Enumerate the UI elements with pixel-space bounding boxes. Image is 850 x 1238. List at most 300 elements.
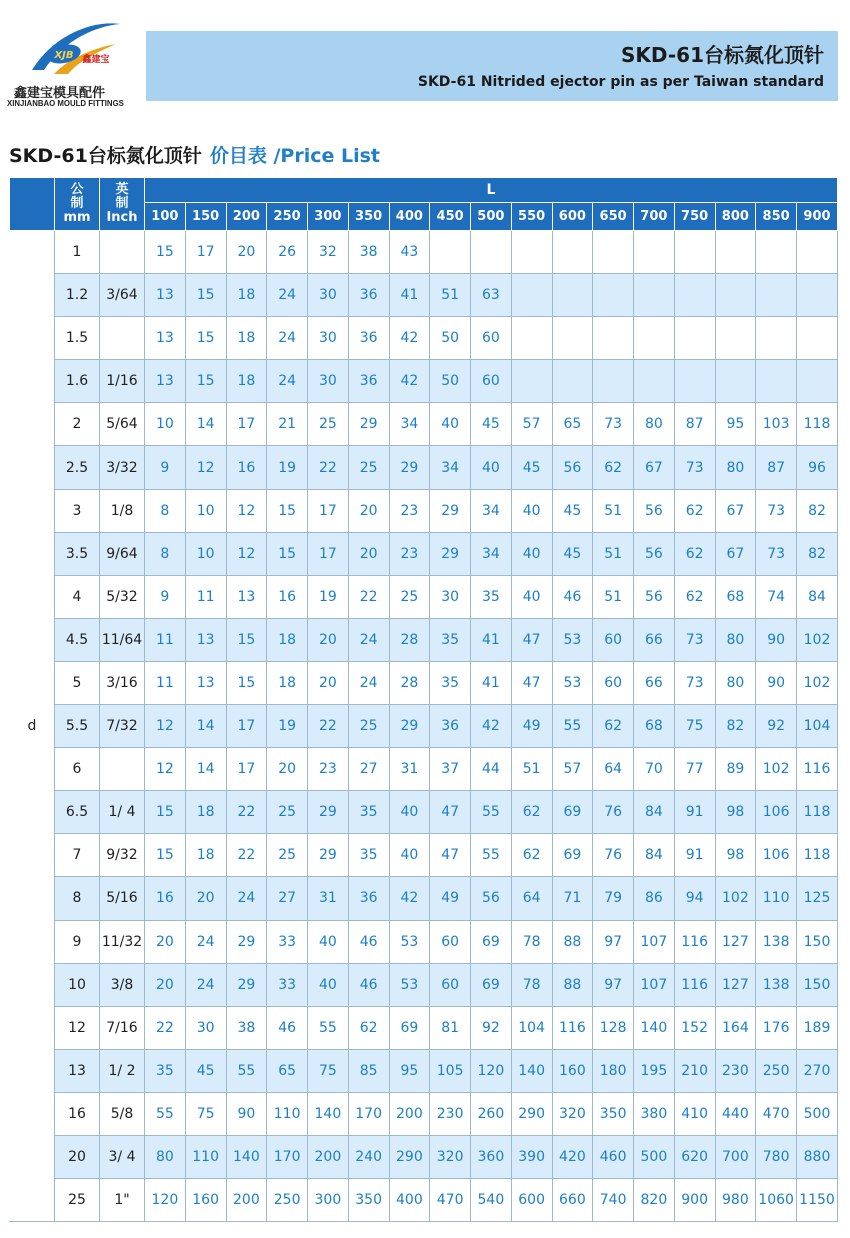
price-cell xyxy=(674,274,715,317)
price-cell: 29 xyxy=(389,705,430,748)
price-cell: 38 xyxy=(348,231,389,274)
price-cell: 69 xyxy=(552,834,593,877)
price-cell: 62 xyxy=(511,791,552,834)
diameter-mm-cell: 6.5 xyxy=(55,791,100,834)
price-cell: 53 xyxy=(552,618,593,661)
price-cell: 51 xyxy=(593,489,634,532)
price-cell: 102 xyxy=(797,661,838,704)
price-cell: 118 xyxy=(797,834,838,877)
price-cell: 53 xyxy=(389,963,430,1006)
price-cell: 74 xyxy=(756,575,797,618)
banner-title-en: SKD-61 Nitrided ejector pin as per Taiwan standard xyxy=(417,74,824,90)
price-cell: 195 xyxy=(634,1049,675,1092)
table-row xyxy=(10,1049,838,1092)
price-cell: 41 xyxy=(471,618,512,661)
price-cell: 15 xyxy=(185,274,226,317)
price-cell: 18 xyxy=(226,274,267,317)
price-cell: 38 xyxy=(226,1006,267,1049)
price-cell: 42 xyxy=(389,317,430,360)
diameter-mm-cell: 6 xyxy=(55,748,100,791)
price-cell: 13 xyxy=(226,575,267,618)
price-cell: 46 xyxy=(552,575,593,618)
table-row xyxy=(10,231,838,274)
price-cell: 62 xyxy=(511,834,552,877)
price-cell: 64 xyxy=(511,877,552,920)
price-cell: 40 xyxy=(308,920,349,963)
price-cell: 21 xyxy=(267,403,308,446)
table-row xyxy=(10,575,838,618)
price-cell: 87 xyxy=(674,403,715,446)
price-cell: 51 xyxy=(593,532,634,575)
price-cell: 13 xyxy=(145,274,186,317)
price-cell: 56 xyxy=(552,446,593,489)
price-cell: 700 xyxy=(715,1135,756,1178)
price-cell: 10 xyxy=(185,489,226,532)
diameter-mm-cell: 1.5 xyxy=(55,317,100,360)
price-cell: 67 xyxy=(715,489,756,532)
price-cell: 36 xyxy=(348,360,389,403)
diameter-inch-cell: 9/64 xyxy=(100,532,145,575)
price-cell: 73 xyxy=(674,661,715,704)
price-cell: 40 xyxy=(308,963,349,1006)
price-cell: 13 xyxy=(145,317,186,360)
table-row xyxy=(10,446,838,489)
header-mm: 公 制 mm xyxy=(55,178,100,231)
price-cell xyxy=(511,274,552,317)
price-cell: 380 xyxy=(634,1092,675,1135)
price-cell: 210 xyxy=(674,1049,715,1092)
price-cell: 55 xyxy=(145,1092,186,1135)
price-cell: 118 xyxy=(797,403,838,446)
price-cell: 11 xyxy=(185,575,226,618)
price-cell: 35 xyxy=(348,791,389,834)
price-cell: 53 xyxy=(389,920,430,963)
price-cell: 20 xyxy=(145,920,186,963)
price-cell: 120 xyxy=(145,1179,186,1222)
price-cell: 20 xyxy=(348,532,389,575)
diameter-mm-cell: 1.6 xyxy=(55,360,100,403)
price-cell: 360 xyxy=(471,1135,512,1178)
diameter-mm-cell: 2.5 xyxy=(55,446,100,489)
price-cell: 47 xyxy=(511,661,552,704)
diameter-inch-cell: 5/32 xyxy=(100,575,145,618)
price-cell: 15 xyxy=(185,317,226,360)
price-cell: 31 xyxy=(308,877,349,920)
price-cell xyxy=(552,274,593,317)
price-cell: 35 xyxy=(430,661,471,704)
price-cell: 51 xyxy=(511,748,552,791)
price-cell: 17 xyxy=(226,705,267,748)
price-cell: 18 xyxy=(226,360,267,403)
price-cell: 84 xyxy=(634,791,675,834)
price-cell: 30 xyxy=(308,274,349,317)
price-cell: 500 xyxy=(634,1135,675,1178)
price-cell xyxy=(593,274,634,317)
price-cell: 34 xyxy=(430,446,471,489)
price-cell: 29 xyxy=(389,446,430,489)
price-cell: 200 xyxy=(308,1135,349,1178)
price-cell: 420 xyxy=(552,1135,593,1178)
section-title xyxy=(9,141,380,168)
diameter-inch-cell xyxy=(100,748,145,791)
price-cell: 62 xyxy=(674,575,715,618)
price-cell: 128 xyxy=(593,1006,634,1049)
price-cell: 600 xyxy=(511,1179,552,1222)
price-cell: 40 xyxy=(389,791,430,834)
price-cell: 200 xyxy=(226,1179,267,1222)
price-cell: 18 xyxy=(226,317,267,360)
price-cell: 22 xyxy=(308,705,349,748)
price-cell: 12 xyxy=(145,748,186,791)
price-cell: 55 xyxy=(226,1049,267,1092)
price-cell: 47 xyxy=(511,618,552,661)
price-cell: 440 xyxy=(715,1092,756,1135)
price-cell: 24 xyxy=(348,661,389,704)
diameter-inch-cell: 5/8 xyxy=(100,1092,145,1135)
price-cell: 22 xyxy=(348,575,389,618)
table-row xyxy=(10,963,838,1006)
price-cell: 75 xyxy=(674,705,715,748)
price-cell: 50 xyxy=(430,317,471,360)
price-cell: 200 xyxy=(389,1092,430,1135)
price-cell xyxy=(430,231,471,274)
price-cell: 92 xyxy=(471,1006,512,1049)
header-length-800: 800 xyxy=(715,203,756,231)
diameter-inch-cell: 7/16 xyxy=(100,1006,145,1049)
price-cell xyxy=(797,274,838,317)
price-cell: 30 xyxy=(430,575,471,618)
price-cell: 290 xyxy=(389,1135,430,1178)
table-row xyxy=(10,618,838,661)
price-cell: 20 xyxy=(308,661,349,704)
header-length-500: 500 xyxy=(471,203,512,231)
price-cell: 140 xyxy=(308,1092,349,1135)
price-cell: 20 xyxy=(267,748,308,791)
price-cell xyxy=(756,360,797,403)
price-cell: 16 xyxy=(267,575,308,618)
price-cell xyxy=(797,231,838,274)
price-cell: 90 xyxy=(756,661,797,704)
price-cell: 60 xyxy=(430,920,471,963)
price-cell: 45 xyxy=(185,1049,226,1092)
price-cell: 36 xyxy=(430,705,471,748)
price-cell: 80 xyxy=(145,1135,186,1178)
price-cell: 116 xyxy=(674,963,715,1006)
price-cell: 260 xyxy=(471,1092,512,1135)
price-cell xyxy=(674,317,715,360)
price-cell: 660 xyxy=(552,1179,593,1222)
price-cell xyxy=(674,231,715,274)
price-cell xyxy=(552,317,593,360)
price-cell: 140 xyxy=(634,1006,675,1049)
table-row xyxy=(10,1006,838,1049)
price-cell: 26 xyxy=(267,231,308,274)
price-cell: 10 xyxy=(185,532,226,575)
table-row xyxy=(10,834,838,877)
header-length-300: 300 xyxy=(308,203,349,231)
diameter-inch-cell: 7/32 xyxy=(100,705,145,748)
price-cell: 89 xyxy=(715,748,756,791)
price-cell: 23 xyxy=(389,532,430,575)
price-cell: 13 xyxy=(145,360,186,403)
price-cell: 68 xyxy=(634,705,675,748)
price-cell: 350 xyxy=(593,1092,634,1135)
price-cell: 55 xyxy=(552,705,593,748)
price-cell: 116 xyxy=(552,1006,593,1049)
price-cell: 16 xyxy=(226,446,267,489)
price-cell: 1060 xyxy=(756,1179,797,1222)
price-cell xyxy=(756,231,797,274)
table-row xyxy=(10,920,838,963)
diameter-mm-cell: 4.5 xyxy=(55,618,100,661)
price-cell: 45 xyxy=(471,403,512,446)
price-cell: 55 xyxy=(471,791,512,834)
company-subtitle: XINJIANBAO MOULD FITTINGS xyxy=(7,98,124,108)
price-cell: 110 xyxy=(267,1092,308,1135)
price-cell: 28 xyxy=(389,618,430,661)
price-cell: 46 xyxy=(348,963,389,1006)
header-length-600: 600 xyxy=(552,203,593,231)
price-cell: 73 xyxy=(674,446,715,489)
price-cell: 33 xyxy=(267,920,308,963)
price-cell: 35 xyxy=(471,575,512,618)
price-cell: 23 xyxy=(308,748,349,791)
price-cell: 25 xyxy=(389,575,430,618)
price-cell: 14 xyxy=(185,403,226,446)
diameter-mm-cell: 7 xyxy=(55,834,100,877)
price-cell: 37 xyxy=(430,748,471,791)
price-cell: 73 xyxy=(756,532,797,575)
price-cell: 60 xyxy=(593,618,634,661)
price-cell: 410 xyxy=(674,1092,715,1135)
price-cell: 106 xyxy=(756,791,797,834)
price-cell: 63 xyxy=(471,274,512,317)
price-cell xyxy=(552,231,593,274)
price-cell: 45 xyxy=(552,532,593,575)
diameter-inch-cell: 3/32 xyxy=(100,446,145,489)
price-cell: 102 xyxy=(715,877,756,920)
price-cell: 10 xyxy=(145,403,186,446)
price-cell: 82 xyxy=(797,489,838,532)
price-cell: 62 xyxy=(593,705,634,748)
company-logo xyxy=(4,6,144,106)
diameter-mm-cell: 13 xyxy=(55,1049,100,1092)
section-title-product: SKD-61台标氮化顶针 xyxy=(9,145,202,167)
price-cell: 820 xyxy=(634,1179,675,1222)
table-row xyxy=(10,877,838,920)
price-cell: 24 xyxy=(185,963,226,1006)
price-cell: 9 xyxy=(145,446,186,489)
diameter-inch-cell: 1/ 2 xyxy=(100,1049,145,1092)
price-cell: 73 xyxy=(593,403,634,446)
price-cell: 980 xyxy=(715,1179,756,1222)
price-cell: 270 xyxy=(797,1049,838,1092)
price-cell: 25 xyxy=(348,446,389,489)
price-cell: 13 xyxy=(185,618,226,661)
price-cell: 75 xyxy=(308,1049,349,1092)
diameter-label: d xyxy=(10,231,55,1222)
price-cell: 390 xyxy=(511,1135,552,1178)
price-cell: 18 xyxy=(267,618,308,661)
price-cell: 88 xyxy=(552,963,593,1006)
header-length-label: L xyxy=(145,178,838,203)
table-row xyxy=(10,360,838,403)
header-length-700: 700 xyxy=(634,203,675,231)
diameter-mm-cell: 1.2 xyxy=(55,274,100,317)
price-cell: 1150 xyxy=(797,1179,838,1222)
price-cell: 11 xyxy=(145,618,186,661)
price-cell: 15 xyxy=(267,532,308,575)
price-cell: 29 xyxy=(430,489,471,532)
price-cell: 15 xyxy=(226,618,267,661)
price-cell: 47 xyxy=(430,834,471,877)
price-cell: 18 xyxy=(185,834,226,877)
price-cell xyxy=(634,274,675,317)
price-cell xyxy=(756,274,797,317)
price-cell: 19 xyxy=(308,575,349,618)
diameter-mm-cell: 2 xyxy=(55,403,100,446)
price-cell: 42 xyxy=(471,705,512,748)
price-cell: 780 xyxy=(756,1135,797,1178)
price-cell: 15 xyxy=(145,834,186,877)
price-cell: 29 xyxy=(308,834,349,877)
price-cell: 50 xyxy=(430,360,471,403)
price-cell: 15 xyxy=(185,360,226,403)
price-cell: 17 xyxy=(308,532,349,575)
price-cell: 95 xyxy=(715,403,756,446)
price-cell: 15 xyxy=(145,231,186,274)
price-cell: 84 xyxy=(797,575,838,618)
price-cell: 13 xyxy=(185,661,226,704)
price-cell: 98 xyxy=(715,791,756,834)
price-cell: 96 xyxy=(797,446,838,489)
diameter-mm-cell: 10 xyxy=(55,963,100,1006)
price-cell: 60 xyxy=(593,661,634,704)
price-cell: 127 xyxy=(715,920,756,963)
header-inch: 英 制 Inch xyxy=(100,178,145,231)
price-cell: 87 xyxy=(756,446,797,489)
price-cell: 95 xyxy=(389,1049,430,1092)
price-cell: 84 xyxy=(634,834,675,877)
price-cell: 69 xyxy=(471,920,512,963)
price-cell xyxy=(674,360,715,403)
price-cell: 24 xyxy=(185,920,226,963)
price-cell: 740 xyxy=(593,1179,634,1222)
diameter-inch-cell: 1/ 4 xyxy=(100,791,145,834)
price-cell: 14 xyxy=(185,705,226,748)
price-cell: 230 xyxy=(430,1092,471,1135)
price-cell: 29 xyxy=(308,791,349,834)
table-row xyxy=(10,661,838,704)
price-cell: 30 xyxy=(185,1006,226,1049)
price-cell: 43 xyxy=(389,231,430,274)
price-cell: 24 xyxy=(267,360,308,403)
price-cell: 12 xyxy=(226,489,267,532)
price-cell: 36 xyxy=(348,877,389,920)
price-cell: 62 xyxy=(674,532,715,575)
price-cell: 45 xyxy=(552,489,593,532)
price-cell: 56 xyxy=(634,575,675,618)
price-cell: 90 xyxy=(226,1092,267,1135)
price-cell: 25 xyxy=(267,834,308,877)
price-cell xyxy=(797,317,838,360)
price-cell: 49 xyxy=(430,877,471,920)
price-cell: 34 xyxy=(471,489,512,532)
price-cell: 25 xyxy=(308,403,349,446)
price-cell: 30 xyxy=(308,360,349,403)
price-cell: 470 xyxy=(430,1179,471,1222)
price-cell: 170 xyxy=(348,1092,389,1135)
header-length-750: 750 xyxy=(674,203,715,231)
price-cell xyxy=(715,360,756,403)
price-cell xyxy=(593,231,634,274)
price-cell: 71 xyxy=(552,877,593,920)
price-cell: 620 xyxy=(674,1135,715,1178)
price-cell: 20 xyxy=(185,877,226,920)
price-cell: 41 xyxy=(471,661,512,704)
price-cell: 20 xyxy=(348,489,389,532)
table-row xyxy=(10,403,838,446)
price-cell: 15 xyxy=(145,791,186,834)
price-cell: 91 xyxy=(674,834,715,877)
svg-text:鑫建宝: 鑫建宝 xyxy=(82,55,110,65)
diameter-mm-cell: 12 xyxy=(55,1006,100,1049)
price-cell xyxy=(715,274,756,317)
header-length-650: 650 xyxy=(593,203,634,231)
header-length-550: 550 xyxy=(511,203,552,231)
price-cell xyxy=(552,360,593,403)
price-cell: 103 xyxy=(756,403,797,446)
price-cell: 68 xyxy=(715,575,756,618)
page-header xyxy=(0,0,850,110)
price-cell: 88 xyxy=(552,920,593,963)
price-cell: 69 xyxy=(552,791,593,834)
price-cell: 17 xyxy=(226,748,267,791)
price-cell: 78 xyxy=(511,920,552,963)
diameter-mm-cell: 9 xyxy=(55,920,100,963)
price-cell: 55 xyxy=(471,834,512,877)
price-cell: 22 xyxy=(308,446,349,489)
price-cell: 164 xyxy=(715,1006,756,1049)
price-cell: 80 xyxy=(715,618,756,661)
price-cell: 118 xyxy=(797,791,838,834)
price-cell: 33 xyxy=(267,963,308,1006)
header-blank-cell xyxy=(10,178,55,231)
diameter-mm-cell: 3 xyxy=(55,489,100,532)
price-cell: 18 xyxy=(185,791,226,834)
diameter-inch-cell: 11/64 xyxy=(100,618,145,661)
price-cell: 78 xyxy=(511,963,552,1006)
price-cell: 51 xyxy=(430,274,471,317)
price-cell: 180 xyxy=(593,1049,634,1092)
price-cell xyxy=(634,360,675,403)
diameter-inch-cell: 3/8 xyxy=(100,963,145,1006)
price-cell: 230 xyxy=(715,1049,756,1092)
price-cell: 24 xyxy=(226,877,267,920)
price-cell: 320 xyxy=(552,1092,593,1135)
diameter-inch-cell: 3/16 xyxy=(100,661,145,704)
price-cell: 400 xyxy=(389,1179,430,1222)
price-cell: 12 xyxy=(145,705,186,748)
diameter-mm-cell: 4 xyxy=(55,575,100,618)
price-cell: 35 xyxy=(145,1049,186,1092)
price-cell: 40 xyxy=(389,834,430,877)
price-cell: 107 xyxy=(634,963,675,1006)
price-cell: 290 xyxy=(511,1092,552,1135)
price-cell: 24 xyxy=(267,317,308,360)
diameter-mm-cell: 8 xyxy=(55,877,100,920)
price-cell: 55 xyxy=(308,1006,349,1049)
